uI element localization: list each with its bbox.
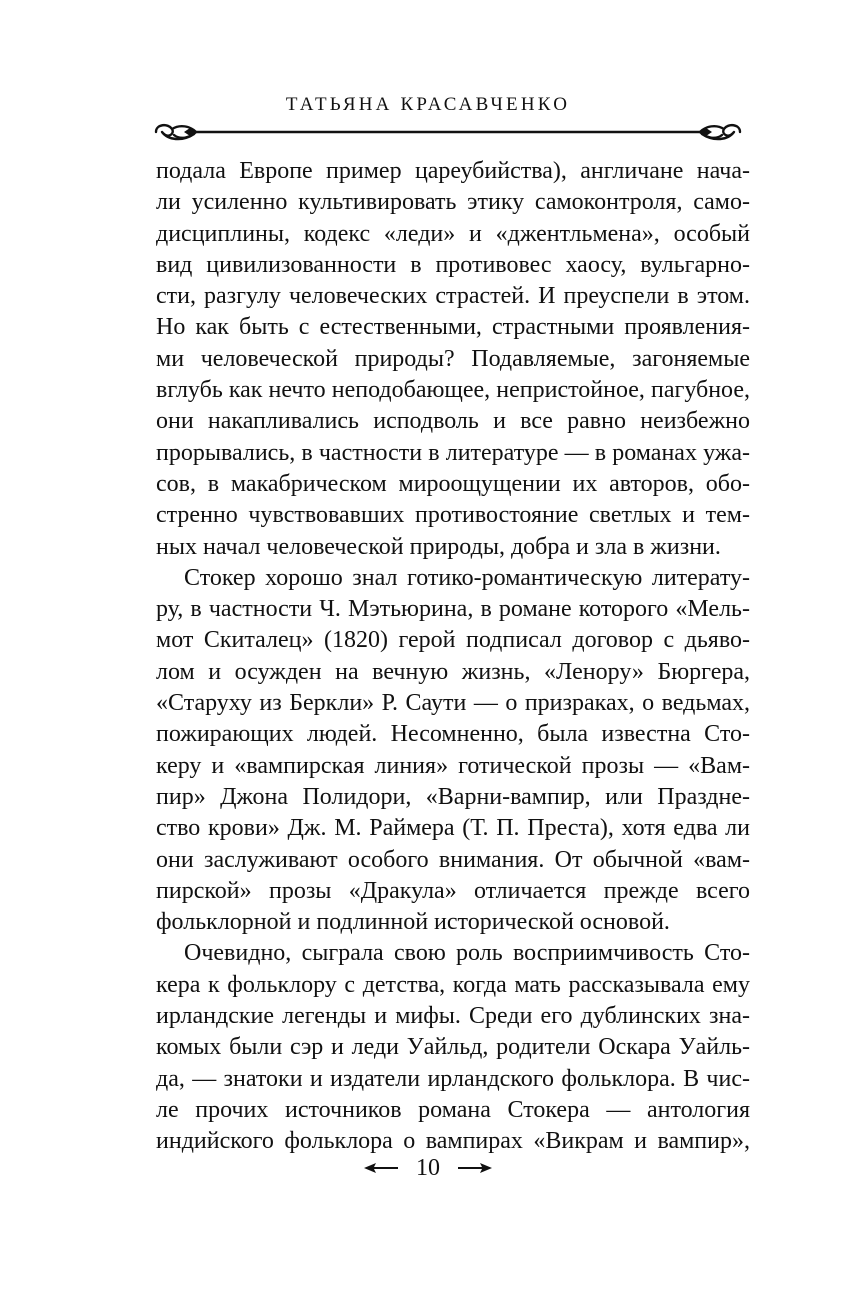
text-line: ру, в частности Ч. Мэтьюрина, в романе которого «Мель- bbox=[156, 596, 750, 623]
body-text bbox=[156, 156, 750, 1158]
text-line: ле прочих источников романа Стокера — антология bbox=[156, 1096, 750, 1123]
text-line: Но как быть с естественными, страстными проявления- bbox=[156, 314, 750, 341]
text-line: они накапливались исподволь и все равно неизбежно bbox=[156, 408, 750, 435]
text-line: «Старуху из Беркли» Р. Саути — о призраках, о ведьмах, bbox=[156, 690, 750, 717]
text-line: прорывались, в частности в литературе — в романах ужа- bbox=[156, 439, 750, 466]
text-line: Стокер хорошо знал готико-романтическую литерату- bbox=[184, 564, 750, 591]
text-line: Очевидно, сыграла свою роль восприимчивость Сто- bbox=[184, 940, 750, 967]
text-line: кера к фольклору с детства, когда мать рассказывала ему bbox=[156, 971, 750, 998]
text-line: вид цивилизованности в противовес хаосу, вульгарно- bbox=[156, 251, 750, 278]
text-line: подала Европе пример цареубийства), англичане нача- bbox=[156, 158, 750, 184]
text-line: стренно чувствовавших противостояние светлых и тем- bbox=[156, 502, 750, 529]
text-line: ми человеческой природы? Подавляемые, загоняемые bbox=[156, 345, 750, 372]
text-line: они заслуживают особого внимания. От обычной «вам- bbox=[156, 846, 750, 873]
text-line: да, — знатоки и издатели ирландского фольклора. В чис- bbox=[156, 1065, 750, 1092]
text-line: сти, разгулу человеческих страстей. И преуспели в этом. bbox=[156, 283, 750, 310]
text-line: ли усиленно культивировать этику самоконтроля, само- bbox=[156, 189, 750, 216]
text-line: вглубь как нечто неподобающее, непристойное, пагубное, bbox=[156, 377, 750, 404]
text-line: комых были сэр и леди Уайльд, родители Оскара Уайль- bbox=[156, 1034, 750, 1061]
header-ornament-rule bbox=[148, 118, 748, 146]
left-arrow-ornament-icon bbox=[364, 1162, 398, 1174]
page-folio bbox=[0, 1150, 856, 1186]
text-line: ство крови» Дж. М. Раймера (Т. П. Преста), хотя едва ли bbox=[156, 815, 750, 842]
text-line: сов, в макабрическом мироощущении их авторов, обо- bbox=[156, 470, 750, 497]
text-line: ных начал человеческой природы, добра и зла в жизни. bbox=[156, 533, 721, 560]
text-line: дисциплины, кодекс «леди» и «джентльмена», особый bbox=[156, 220, 750, 247]
right-arrow-ornament-icon bbox=[458, 1162, 492, 1174]
text-line: пирской» прозы «Дракула» отличается прежде всего bbox=[156, 877, 750, 904]
text-line: фольклорной и подлинной исторической основой. bbox=[156, 909, 670, 936]
text-line: индийского фольклора о вампирах «Викрам и вампир», bbox=[156, 1128, 750, 1155]
text-line: керу и «вампирская линия» готической прозы — «Вам- bbox=[156, 752, 750, 779]
page-number: 10 bbox=[416, 1154, 440, 1181]
running-head-author: ТАТЬЯНА КРАСАВЧЕНКО bbox=[285, 94, 571, 115]
text-line: пожирающих людей. Несомненно, была известна Сто- bbox=[156, 721, 750, 748]
text-line: пир» Джона Полидори, «Варни-вампир, или Праздне- bbox=[156, 783, 750, 810]
text-line: мот Скиталец» (1820) герой подписал договор с дьяво- bbox=[156, 627, 750, 654]
text-line: ирландские легенды и мифы. Среди его дублинских зна- bbox=[156, 1003, 750, 1030]
text-line: лом и осужден на вечную жизнь, «Ленору» Бюргера, bbox=[156, 658, 750, 685]
